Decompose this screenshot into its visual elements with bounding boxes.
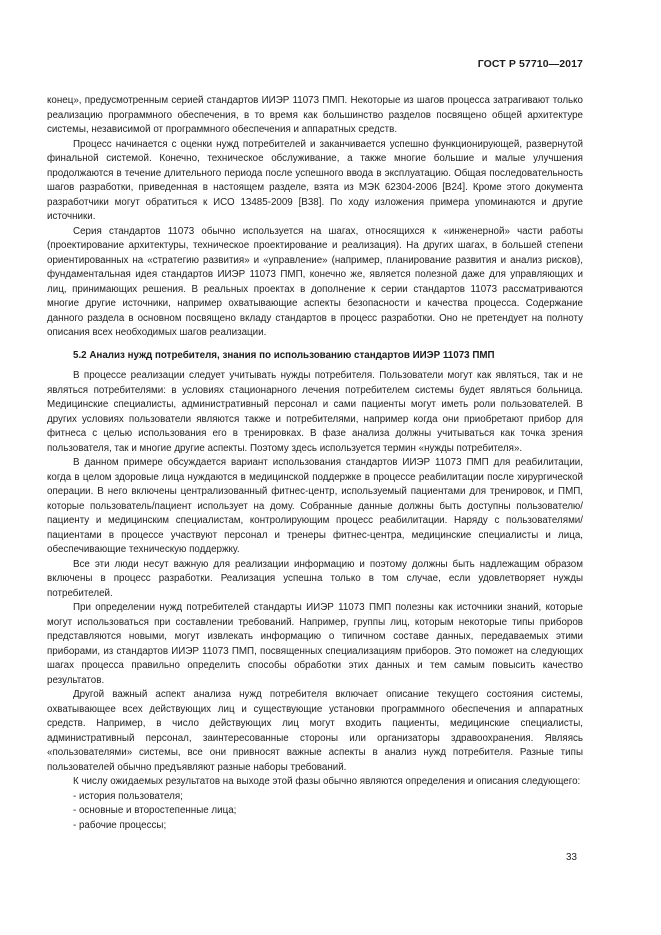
paragraph: В данном примере обсуждается вариант использования стандартов ИИЭР 11073 ПМП для реабилитации, когда в целом здоровые лица нуждаются в медицинской поддержке в процессе реабилитации после хирургической операции. В него включены централизованный фитнес-центр, используемый пациентами для тренировок, и ПМП, которые пользователь/пациент использует на дому. Собранные данные должны быть доступны пользователю/пациенту и медицинским специалистам, контролирующим процесс реабилитации. Наряду с пользователями/пациентами в процессе участвуют персонал и тренеры фитнес-центра, медицинские специалисты и лица, обеспечивающие техническую поддержку.	[47, 457, 583, 555]
paragraph: Серия стандартов 11073 обычно используется на шагах, относящихся к «инженерной» части работы (проектирование архитектуры, техническое проектирование и реализация). На других шагах, в большей степени ориентированных на «стратегию развития» и «управление» (например, планирование развития и анализ рисков), фундаментальная идея стандартов ИИЭР 11073 ПМП, конечно же, является полезной даже для управляющих и лиц, принимающих решения. В реальных проектах в дополнение к серии стандартов 11073 рассматриваются многие другие источники, например охватывающие аспекты безопасности и качества процесса. Содержание данного раздела в основном посвящено вкладу стандартов в процесс разработки. Оно не претендует на полноту описания всех необходимых шагов реализации.	[47, 225, 583, 338]
list-item: - рабочие процессы;	[73, 819, 167, 831]
paragraph: Другой важный аспект анализа нужд потребителя включает описание текущего состояния системы, охватывающее всех действующих лиц и существующие установки программного обеспечения и аппаратных средств. Например, в число действующих лиц могут входить пациенты, медицинские специалисты, административный персонал, заинтересованные стороны или организаторы здравоохранения. Являясь «пользователями» системы, все они привносят важные аспекты в анализ нужд потребителя. Разные типы пользователей обычно предъявляют разные наборы требований.	[47, 689, 583, 773]
list-item: - основные и второстепенные лица;	[73, 805, 237, 816]
section-heading: 5.2 Анализ нужд потребителя, знания по использованию стандартов ИИЭР 11073 ПМП	[73, 349, 495, 361]
paragraph: Все эти люди несут важную для реализации информацию и поэтому должны быть надлежащим образом включены в процесс разработки. Реализация успешна только в том случае, если удовлетворяет нужды потребителей.	[47, 558, 583, 599]
paragraph: При определении нужд потребителей стандарты ИИЭР 11073 ПМП полезны как источники знаний, которые могут использоваться при составлении требований. Например, группы лиц, которым некоторые типы приборов представляются новыми, могут извлекать информацию о типичном составе данных, передаваемых этими приборами, из стандартов ИИЭР 11073 ПМП, посвященных специализациям приборов. Это поможет на следующих шагах процесса правильно определить способы обработки этих данных и тем самым повысить качество результатов.	[47, 602, 583, 686]
paragraph: Процесс начинается с оценки нужд потребителей и заканчивается успешно функционирующей, развернутой финальной системой. Конечно, техническое обслуживание, а также многие большие и малые улучшения продолжаются в течение длительного периода после успешного ввода в эксплуатацию. Общая последовательность шагов разработки, приведенная в настоящем разделе, взята из МЭК 62304-2006 [B24]. Кроме этого документа разработчики могут обратиться к ИСО 13485-2009 [B38]. По ходу изложения примера упоминаются и другие источники.	[47, 138, 583, 222]
standard-header: ГОСТ Р 57710—2017	[477, 58, 583, 70]
page-number: 33	[566, 852, 577, 863]
document-body	[47, 94, 583, 833]
paragraph: К числу ожидаемых результатов на выходе этой фазы обычно являются определения и описания следующего:	[73, 776, 581, 787]
paragraph: В процессе реализации следует учитывать нужды потребителя. Пользователи могут как являться, так и не являться потребителями: в условиях стационарного лечения потребителем системы будет являться больница. Медицинские специалисты, административный персонал и сами пациенты могут иметь роли пользователей. В других условиях пользователи являются также и потребителями, например когда они приобретают прибор для фитнеса с целью использования его в тренировках. В фазе анализа должны учитываться как точка зрения пользователя, так и многие другие аспекты. Поэтому здесь используется термин «нужды потребителя».	[47, 370, 583, 454]
list-item: - история пользователя;	[73, 790, 183, 802]
paragraph: конец», предусмотренным серией стандартов ИИЭР 11073 ПМП. Некоторые из шагов процесса затрагивают только реализацию программного обеспечения, в то время как большинство разделов посвящено общей архитектуре системы, независимой от программного обеспечения и аппаратных средств.	[47, 95, 583, 135]
